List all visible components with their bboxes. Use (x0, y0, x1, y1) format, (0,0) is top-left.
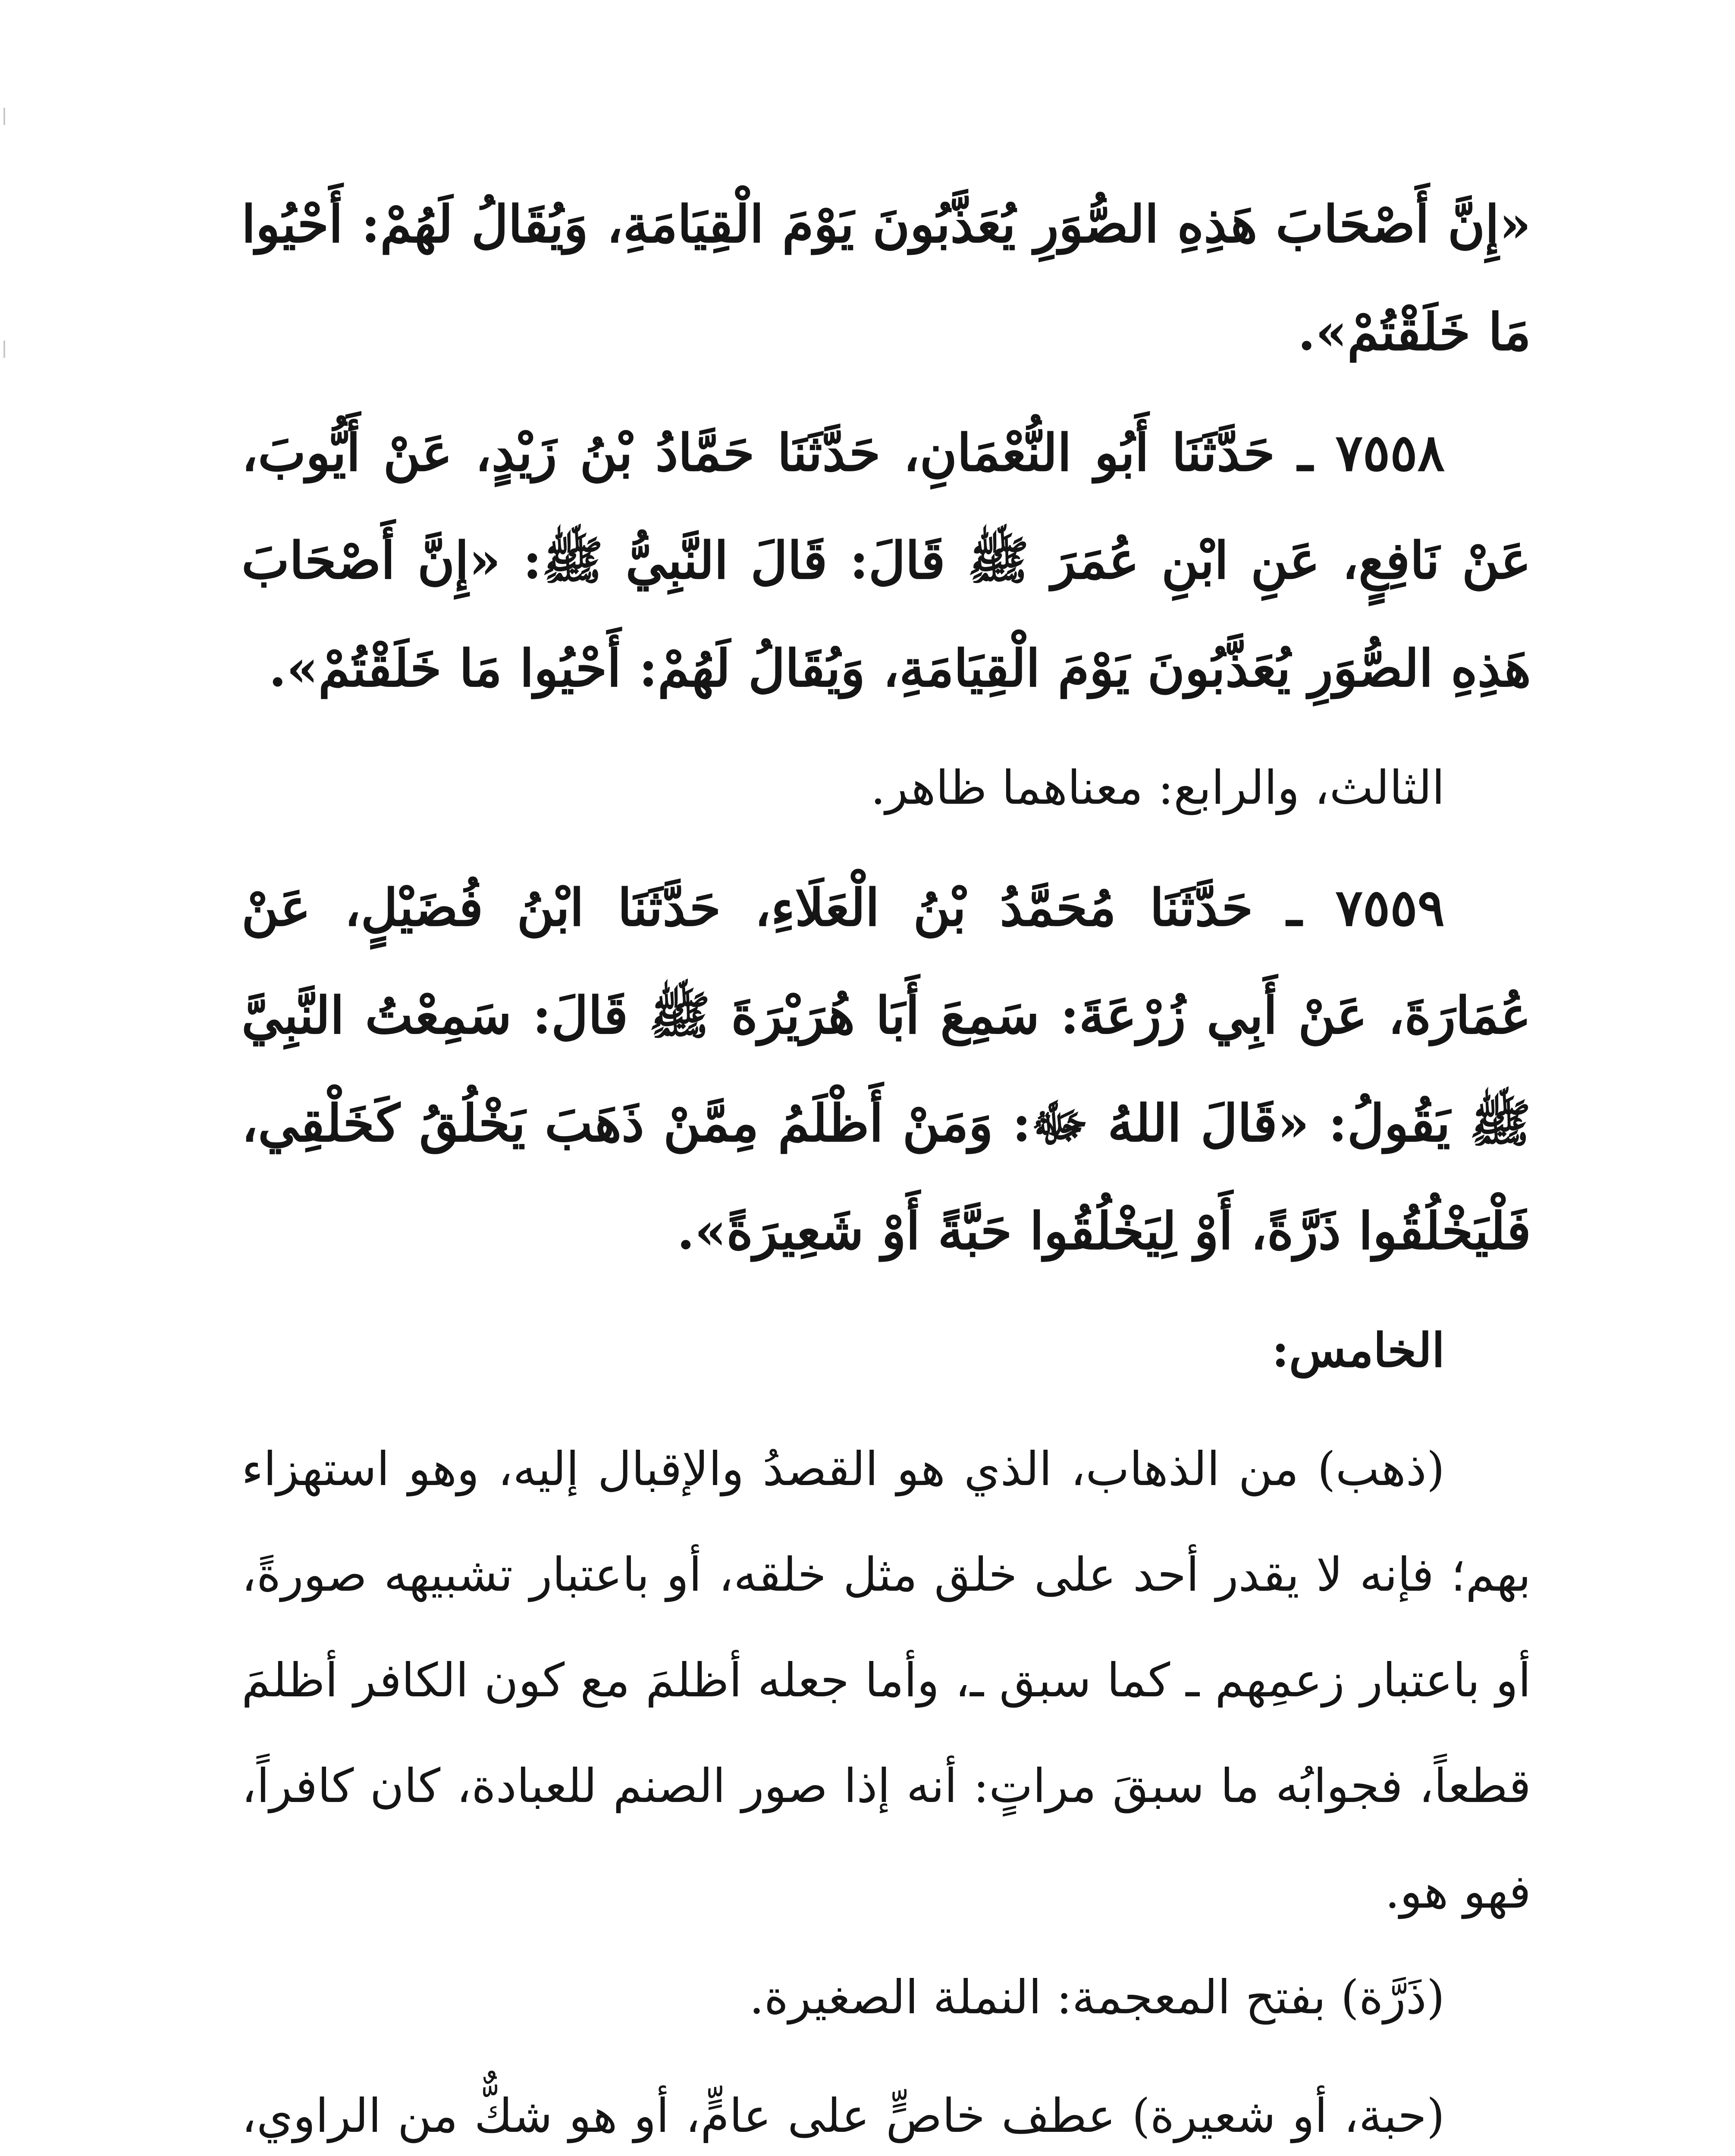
section-heading-fifth: الخامس: (1272, 1323, 1445, 1378)
commentary-third-fourth: الثالث، والرابع: معناهما ظاهر. (870, 761, 1445, 815)
commentary-dharra: (ذَرَّة) بفتح المعجمة: النملة الصغيرة. (749, 1971, 1445, 2024)
commentary-habba-shaira: (حبة، أو شعيرة) عطف خاصٍّ على عامٍّ، أو هو شكٌّ من الراوي، (242, 2089, 1445, 2143)
page-body (242, 170, 1531, 2156)
binding-mark (3, 108, 5, 125)
hadith-7558: ٧٥٥٨ ـ حَدَّثَنَا أَبُو النُّعْمَانِ، حَدَّثَنَا حَمَّادُ بْنُ زَيْدٍ، عَنْ أَيُّوبَ، عَنْ نَافِعٍ، عَنِ ابْنِ عُمَرَ ﷺ قَالَ: قَالَ النَّبِيُّ ﷺ: «إِنَّ أَصْحَابَ هَذِهِ الصُّوَرِ يُعَذَّبُونَ يَوْمَ الْقِيَامَةِ، وَيُقَالُ لَهُمْ: أَحْيُوا مَا خَلَقْتُمْ». (242, 423, 1531, 698)
hadith-ending-text: «إِنَّ أَصْحَابَ هَذِهِ الصُّوَرِ يُعَذَّبُونَ يَوْمَ الْقِيَامَةِ، وَيُقَالُ لَهُمْ: أَحْيُوا مَا خَلَقْتُمْ». (242, 194, 1531, 362)
binding-mark (3, 341, 5, 358)
hadith-7559: ٧٥٥٩ ـ حَدَّثَنَا مُحَمَّدُ بْنُ الْعَلَاءِ، حَدَّثَنَا ابْنُ فُضَيْلٍ، عَنْ عُمَارَةَ، عَنْ أَبِي زُرْعَةَ: سَمِعَ أَبَا هُرَيْرَةَ ﷺ قَالَ: سَمِعْتُ النَّبِيَّ ﷺ يَقُولُ: «قَالَ اللهُ ﷻ: وَمَنْ أَظْلَمُ مِمَّنْ ذَهَبَ يَخْلُقُ كَخَلْقِي، فَلْيَخْلُقُوا ذَرَّةً، أَوْ لِيَخْلُقُوا حَبَّةً أَوْ شَعِيرَةً». (242, 877, 1531, 1261)
commentary-dhahaba: (ذهب) من الذهاب، الذي هو القصدُ والإقبال إليه، وهو استهزاء بهم؛ فإنه لا يقدر أحد على خلق مثل خلقه، أو باعتبار تشبيهه صورةً، أو باعتبار زعمِهم ـ كما سبق ـ، وأما جعله أظلمَ مع كون الكافر أظلمَ قطعاً، فجوابُه ما سبقَ مراتٍ: أنه إذا صور الصنم للعبادة، كان كافراً، فهو هو. (242, 1442, 1531, 1919)
